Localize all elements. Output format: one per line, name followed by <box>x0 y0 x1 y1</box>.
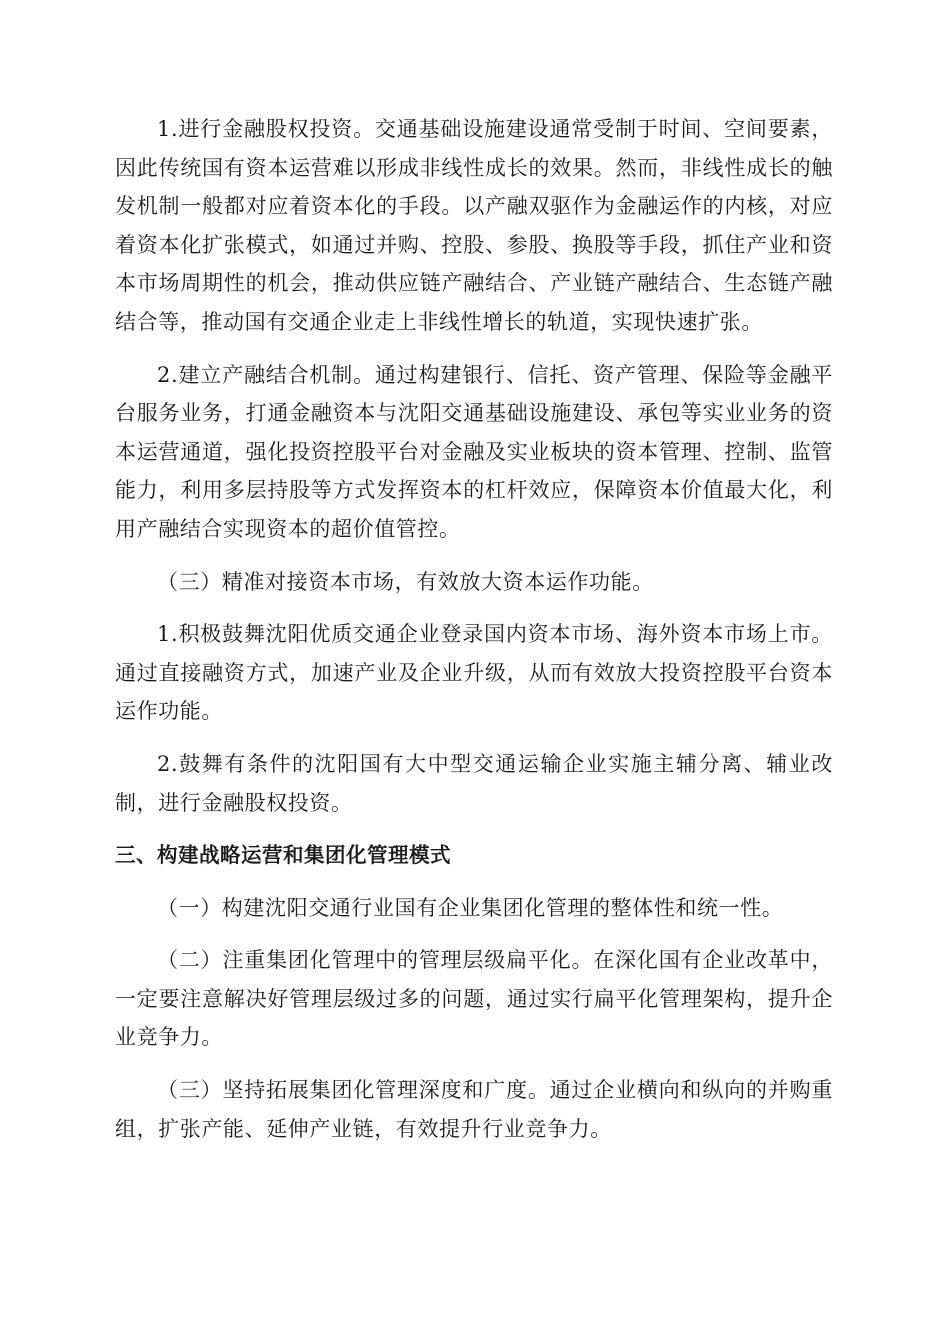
paragraph-financial-equity-investment: 1.进行金融股权投资。交通基础设施建设通常受制于时间、空间要素，因此传统国有资本运营难以形成非线性成长的效果。然而，非线性成长的触发机制一般都对应着资本化的手段。以产融双驱作为金融运作的内核，对应着资本化扩张模式，如通过并购、控股、参股、换股等手段，抓住产业和资本市场周期性的机会，推动供应链产融结合、产业链产融结合、生态链产融结合等，推动国有交通企业走上非线性增长的轨道，实现快速扩张。 <box>115 117 833 334</box>
subheading-capital-market: （三）精准对接资本市场，有效放大资本运作功能。 <box>157 569 654 594</box>
paragraph-industry-finance-mechanism: 2.建立产融结合机制。通过构建银行、信托、资产管理、保险等金融平台服务业务，打通金融资本与沈阳交通基础设施建设、承包等实业业务的资本运营通道，强化投资控股平台对金融及实业板块的资本管理、控制、监管能力，利用多层持股等方式发挥资本的杠杆效应，保障资本价值最大化，利用产融结合实现资本的超价值管控。 <box>115 362 833 541</box>
paragraph-main-auxiliary-separation: 2.鼓舞有条件的沈阳国有大中型交通运输企业实施主辅分离、辅业改制，进行金融股权投资。 <box>115 751 833 815</box>
section-heading: 三、构建战略运营和集团化管理模式 <box>115 843 451 868</box>
paragraph-group-management-integrity: （一）构建沈阳交通行业国有企业集团化管理的整体性和统一性。 <box>157 895 784 920</box>
document-body <box>115 110 833 1162</box>
paragraph-listing-encouragement: 1.积极鼓舞沈阳优质交通企业登录国内资本市场、海外资本市场上市。通过直接融资方式，加速产业及企业升级，从而有效放大投资控股平台资本运作功能。 <box>115 622 833 724</box>
paragraph-flat-management: （二）注重集团化管理中的管理层级扁平化。在深化国有企业改革中，一定要注意解决好管理层级过多的问题，通过实行扁平化管理架构，提升企业竞争力。 <box>115 948 833 1050</box>
paragraph-group-management-depth: （三）坚持拓展集团化管理深度和广度。通过企业横向和纵向的并购重组，扩张产能、延伸产业链，有效提升行业竞争力。 <box>115 1078 833 1141</box>
